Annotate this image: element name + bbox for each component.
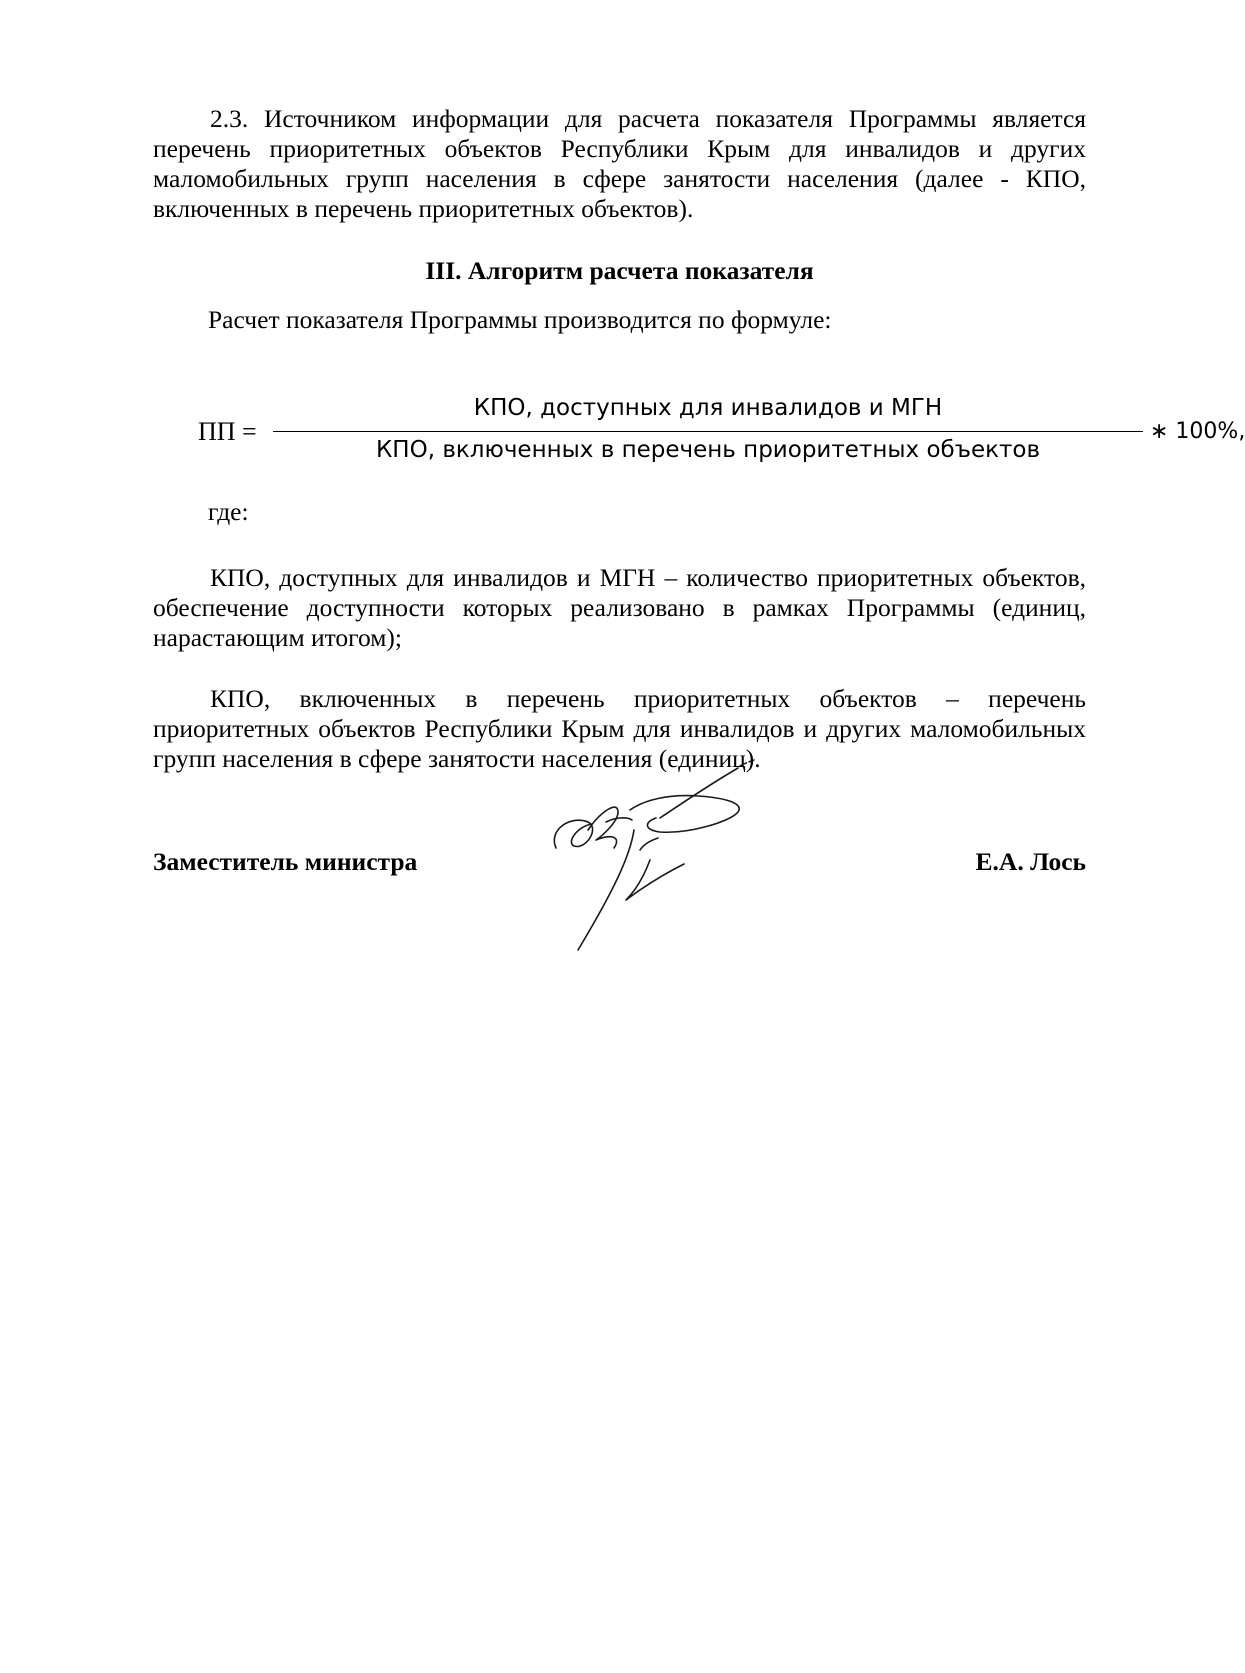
formula bbox=[198, 395, 1245, 485]
fraction-bar bbox=[273, 431, 1143, 432]
signatory-title: Заместитель министра bbox=[153, 847, 418, 876]
formula-denominator: КПО, включенных в перечень приоритетных объектов bbox=[375, 437, 1041, 463]
section-heading: III. Алгоритм расчета показателя bbox=[425, 256, 814, 285]
formula-numerator: КПО, доступных для инвалидов и МГН bbox=[473, 395, 943, 421]
formula-multiplier: ∗ 100%, bbox=[1150, 419, 1245, 444]
signatory-name: Е.А. Лось bbox=[975, 847, 1086, 876]
paragraph-2-3: 2.3. Источником информации для расчета показателя Программы является перечень приоритетных объектов Республики Крым для инвалидов и других маломобильных групп населения в сфере занятости населения (далее - КПО, включенных в перечень приоритетных объектов). bbox=[153, 104, 1086, 223]
signature-block bbox=[153, 847, 1086, 887]
definition-included: КПО, включенных в перечень приоритетных объектов – перечень приоритетных объектов Республики Крым для инвалидов и других маломобильных групп населения в сфере занятости населения (единиц). bbox=[153, 684, 1086, 773]
formula-intro: Расчет показателя Программы производится по формуле: bbox=[208, 305, 832, 334]
where-label: где: bbox=[208, 497, 249, 526]
formula-lhs: ПП = bbox=[198, 417, 257, 446]
definition-accessible: КПО, доступных для инвалидов и МГН – количество приоритетных объектов, обеспечение доступности которых реализовано в рамках Программы (единиц, нарастающим итогом); bbox=[153, 563, 1086, 652]
